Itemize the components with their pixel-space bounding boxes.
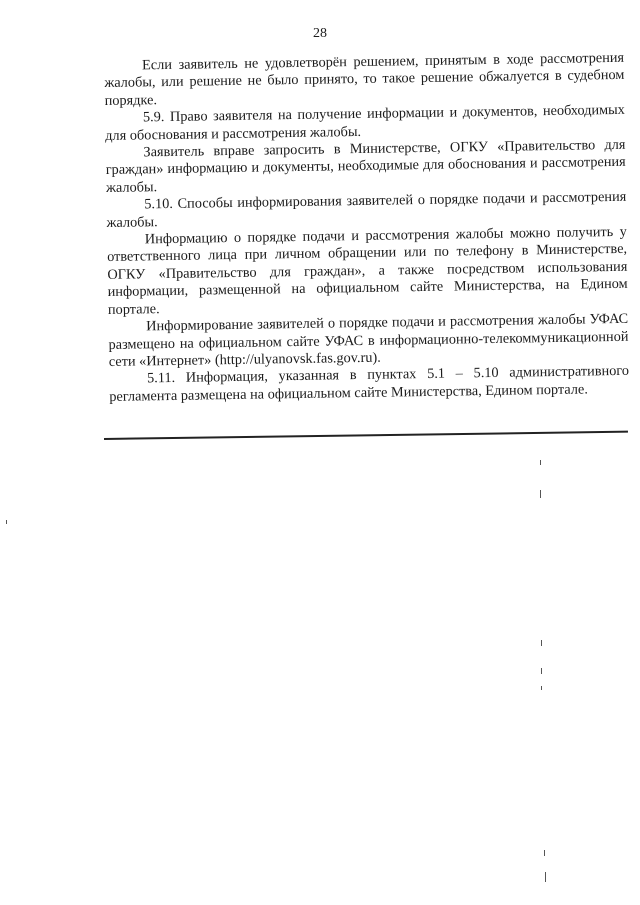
scan-artifact [544, 850, 545, 856]
horizontal-rule [104, 431, 628, 440]
scan-artifact [540, 460, 541, 465]
paragraph-5-10-heading: 5.10. Способы информирования заявителей о порядке подачи и рассмотрения жалобы. [106, 189, 627, 231]
paragraph-ufas-information: Информирование заявителей о порядке подачи и рассмотрения жалобы УФАС размещено на официальном сайте УФАС в информационно-телекоммуникационной сети «Интернет» (http://ulyanovsk.fas.gov.ru). [108, 310, 629, 370]
scan-artifact [540, 490, 541, 498]
page-number: 28 [313, 26, 327, 41]
scan-artifact [541, 686, 542, 690]
body-text [104, 50, 629, 406]
scan-artifact [6, 520, 7, 524]
paragraph-appeal-court: Если заявитель не удовлетворён решением, принятым в ходе рассмотрения жалобы, или решение не было принято, то такое решение обжалуется в судебном порядке. [104, 49, 625, 109]
scan-artifact [541, 668, 542, 674]
paragraph-5-11: 5.11. Информация, указанная в пунктах 5.1 – 5.10 административного регламента размещена на официальном сайте Министерства, Едином портале. [109, 363, 630, 405]
scan-artifact [541, 640, 542, 646]
scan-artifact [545, 872, 546, 882]
paragraph-request-documents: Заявитель вправе запросить в Министерстве, ОГКУ «Правительство для граждан» информацию и документы, необходимые для обоснования и рассмотрения жалобы. [105, 136, 626, 196]
paragraph-5-9-heading: 5.9. Право заявителя на получение информации и документов, необходимых для обоснования и рассмотрения жалобы. [105, 102, 626, 144]
paragraph-information-methods: Информацию о порядке подачи и рассмотрения жалобы можно получить у ответственного лица при личном обращении или по телефону в Министерстве, ОГКУ «Правительство для граждан», а также посредством использования информации, размещенной на официальном сайте Министерства, на Едином портале. [107, 223, 628, 318]
